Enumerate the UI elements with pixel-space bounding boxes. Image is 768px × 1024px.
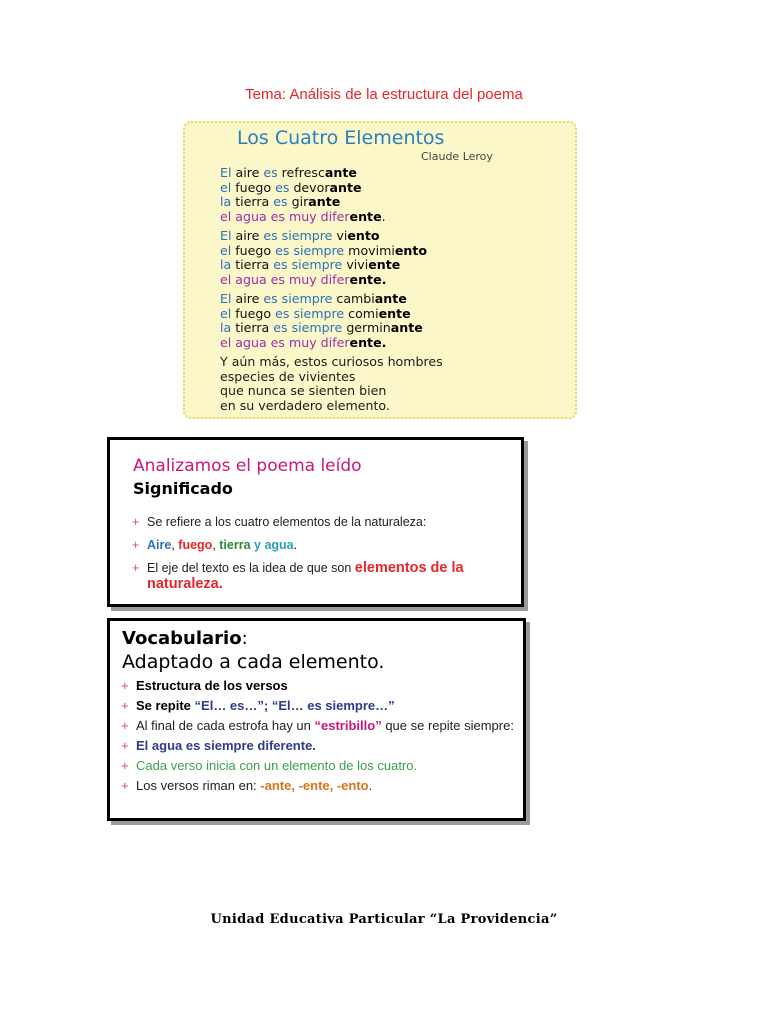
list-item — [121, 778, 521, 794]
verse-line: en su verdadero elemento. — [220, 397, 390, 413]
verse-rhyme: ante — [324, 165, 357, 180]
plus-icon: + — [121, 778, 129, 793]
verse-verb: es siempre — [275, 242, 345, 258]
verse-element: aire — [231, 165, 264, 180]
verse-rhyme: ento — [347, 228, 380, 243]
stanza-1 — [220, 166, 386, 224]
verse-rhyme: ente — [378, 305, 411, 321]
item-text: Se refiere a los cuatro elementos de la naturaleza: — [147, 515, 427, 529]
verse-verb: es siempre — [273, 320, 343, 335]
item-text: Cada verso inicia con un elemento de los cuatro. — [136, 758, 418, 773]
verse-rhyme: ente — [349, 208, 382, 224]
verse-element: tierra — [231, 257, 274, 272]
plus-icon: + — [121, 758, 129, 773]
verse-article: la — [220, 194, 232, 209]
plus-icon: + — [121, 698, 129, 713]
verse-line — [220, 166, 386, 181]
verse-line: que nunca se sienten bien — [220, 383, 387, 398]
item-text: Los versos riman en: — [136, 778, 261, 793]
verse-element: tierra — [231, 320, 274, 335]
verse-element: fuego — [231, 179, 276, 195]
verse-word: refresc — [277, 165, 325, 180]
punctuation: . — [293, 538, 298, 552]
item-text: El agua es siempre diferente. — [136, 738, 316, 753]
verse-rhyme: ante — [308, 194, 341, 209]
verse-element: fuego — [231, 305, 276, 321]
element-agua: agua — [264, 538, 294, 552]
vocab-title — [122, 628, 248, 649]
list-item — [132, 514, 512, 530]
separator: , — [171, 538, 179, 552]
list-item — [121, 758, 521, 774]
verse-line — [220, 258, 427, 273]
verse-refrain — [220, 336, 423, 351]
punctuation: . — [381, 208, 386, 224]
analysis-title: Analizamos el poema leído — [133, 456, 362, 476]
verse-line — [220, 244, 427, 259]
plus-icon: + — [121, 738, 129, 753]
vocab-title-colon: : — [241, 628, 248, 649]
verse-element: aire — [231, 228, 264, 243]
item-highlight: -ante, -ente, -ento — [260, 778, 369, 793]
verse-rhyme: ante — [374, 291, 407, 306]
verse-article: El — [220, 228, 232, 243]
verse-word: movimi — [344, 242, 395, 258]
verse-line — [220, 195, 386, 210]
verse-verb: es siempre — [273, 257, 343, 272]
stanza-2 — [220, 229, 427, 287]
verse-line: especies de vivientes — [220, 368, 356, 384]
verse-verb: es — [275, 179, 290, 195]
verse-verb: es — [273, 194, 288, 209]
topic-title: Tema: Análisis de la estructura del poema — [245, 86, 523, 103]
verse-word: devor — [289, 179, 330, 195]
analysis-list — [132, 514, 512, 599]
verse-rhyme: ante — [390, 320, 423, 335]
refrain-text: el agua es muy difer — [220, 208, 350, 224]
verse-article: el — [220, 242, 232, 258]
item-highlight: “estribillo” — [314, 718, 382, 733]
poem-author: Claude Leroy — [421, 150, 493, 163]
refrain-text: el agua es muy difer — [220, 334, 350, 350]
verse-element: fuego — [231, 242, 276, 258]
verse-line — [220, 321, 423, 336]
stanza-3 — [220, 292, 423, 350]
punctuation: . — [381, 334, 387, 350]
verse-rhyme: ente — [368, 257, 401, 272]
list-item — [121, 678, 521, 694]
vocab-subtitle: Adaptado a cada elemento. — [122, 651, 385, 673]
analysis-card — [107, 437, 524, 607]
vocab-card — [107, 618, 526, 821]
verse-line — [220, 292, 423, 307]
vocab-title-text: Vocabulario — [122, 628, 242, 649]
verse-verb: es siempre — [263, 228, 333, 243]
verse-rhyme: ento — [394, 242, 428, 258]
verse-word: gir — [287, 194, 309, 209]
verse-article: la — [220, 320, 232, 335]
punctuation: . — [381, 271, 387, 287]
list-item — [121, 698, 521, 714]
verse-line — [220, 229, 427, 244]
verse-refrain — [220, 273, 427, 288]
verse-article: el — [220, 305, 232, 321]
verse-rhyme: ente — [349, 271, 382, 287]
refrain-text: el agua es muy difer — [220, 271, 350, 287]
element-fuego: fuego — [178, 538, 213, 552]
verse-element: tierra — [231, 194, 274, 209]
separator: , — [212, 538, 220, 552]
plus-icon: + — [132, 515, 140, 529]
plus-icon: + — [121, 678, 129, 693]
plus-icon: + — [121, 718, 129, 733]
item-highlight: “El… es…”; “El… es siempre…” — [194, 698, 395, 713]
verse-word: vi — [332, 228, 348, 243]
plus-icon: + — [132, 538, 140, 552]
verse-article: El — [220, 291, 232, 306]
list-item — [121, 718, 521, 734]
element-tierra: tierra — [219, 538, 251, 552]
item-text: Se repite — [136, 698, 195, 713]
school-footer: Unidad Educativa Particular “La Providencia” — [210, 912, 558, 927]
verse-verb: es siempre — [263, 291, 333, 306]
verse-verb: es — [263, 165, 278, 180]
punctuation: . — [368, 778, 373, 793]
verse-line — [220, 307, 423, 322]
vocab-list — [121, 678, 521, 798]
verse-article: la — [220, 257, 232, 272]
conjunction: y — [250, 538, 265, 552]
verse-refrain — [220, 210, 386, 225]
poem-title: Los Cuatro Elementos — [237, 127, 445, 149]
verse-line: Y aún más, estos curiosos hombres — [220, 354, 443, 369]
item-text: que se repite siempre: — [381, 718, 514, 733]
poem-card — [183, 121, 577, 419]
list-item — [132, 537, 512, 553]
verse-word: germin — [342, 320, 391, 335]
list-item — [132, 560, 512, 592]
verse-word: comi — [344, 305, 379, 321]
verse-rhyme: ente — [349, 334, 382, 350]
verse-verb: es siempre — [275, 305, 345, 321]
plus-icon: + — [132, 561, 140, 575]
item-highlight: elementos de la naturaleza. — [147, 560, 464, 592]
item-text: El eje del texto es la idea de que son — [147, 561, 355, 575]
verse-word: vivi — [342, 257, 369, 272]
item-text: Estructura de los versos — [136, 678, 288, 693]
verse-article: El — [220, 165, 232, 180]
verse-word: cambi — [332, 291, 375, 306]
list-item — [121, 738, 521, 754]
element-aire: Aire — [147, 538, 172, 552]
stanza-4 — [220, 355, 443, 413]
analysis-subtitle: Significado — [133, 479, 233, 498]
verse-element: aire — [231, 291, 264, 306]
verse-rhyme: ante — [329, 179, 362, 195]
item-text: Al final de cada estrofa hay un — [136, 718, 315, 733]
verse-line — [220, 181, 386, 196]
verse-article: el — [220, 179, 232, 195]
